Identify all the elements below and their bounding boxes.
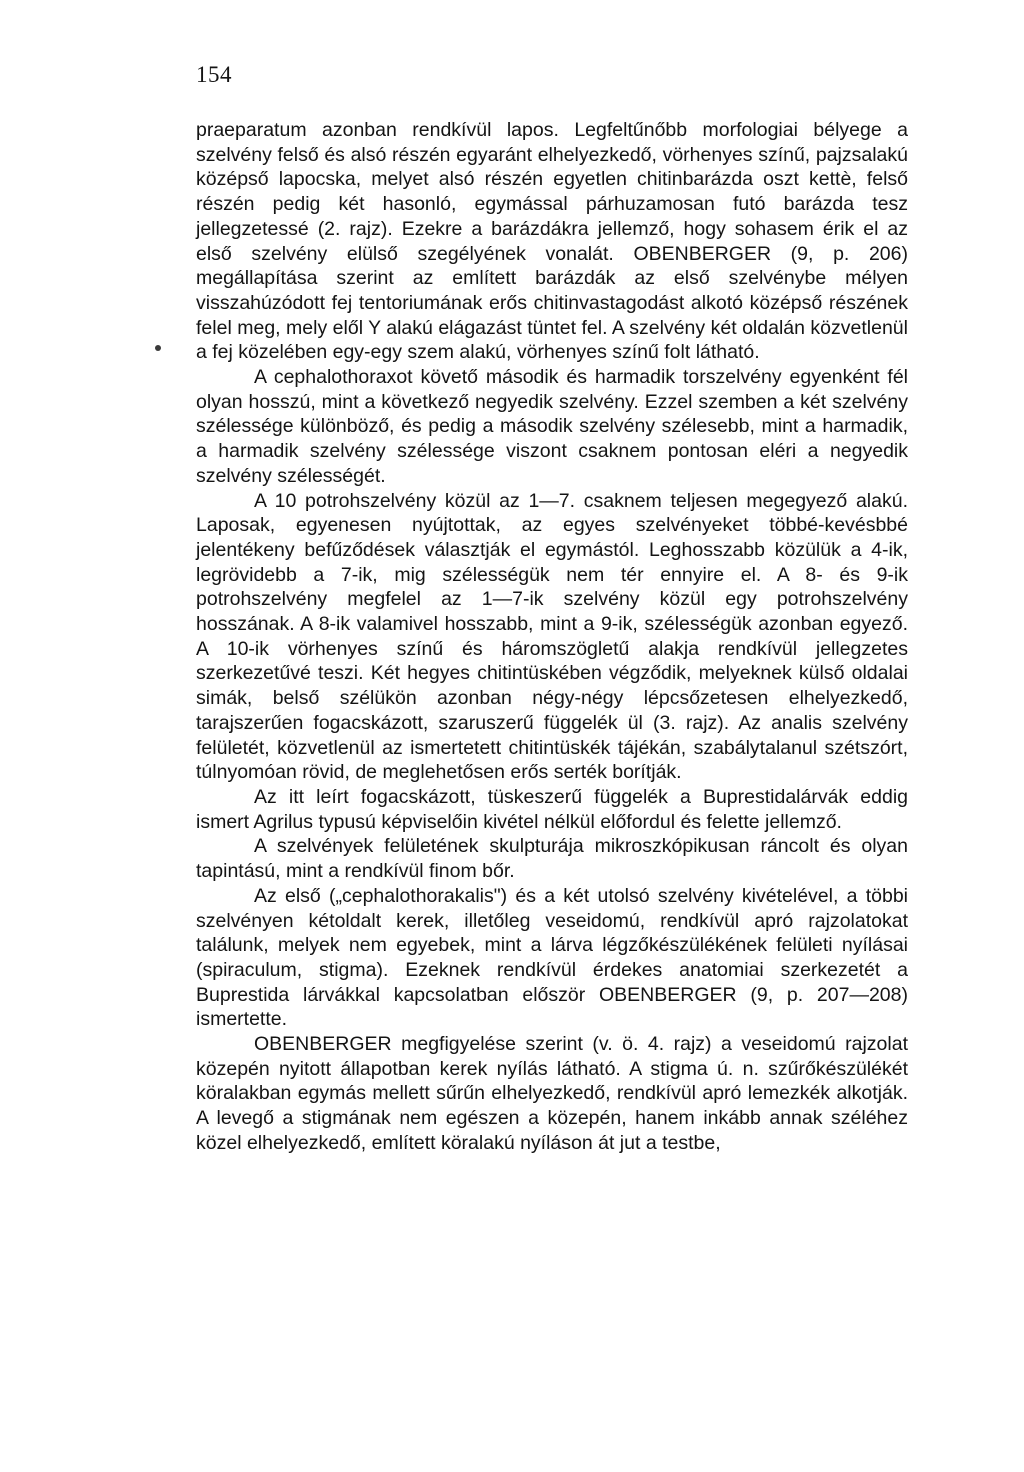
paragraph: praeparatum azonban rendkívül lapos. Legfeltűnőbb morfologiai bélyege a szelvény felső és alsó részén egyaránt elhelyezkedő, vörhenyes színű, pajzsalakú középső lapocska, melyet alsó részén egyetlen chitinbarázda oszt kettè, felső részén pedig két hasonló, egymással párhuzamosan futó barázda tesz jellegzetessé (2. rajz). Ezekre a barázdákra jellemző, hogy sohasem érik el az első szelvény elülső szegélyének vonalát. OBENBERGER (9, p. 206) megállapítása szerint az említett barázdák az első szelvénybe mélyen visszahúzódott fej tentoriumának erős chitinvastagodást alkotó középső részének felel meg, mely elől Y alakú elágazást tüntet fel. A szelvény két oldalán közvetlenül a fej közelében egy-egy szem alakú, vörhenyes színű folt látható. bbox=[196, 119, 908, 364]
paragraph: A szelvények felületének skulpturája mikroszkópikusan ráncolt és olyan tapintású, mint a rendkívül finom bőr. bbox=[196, 835, 908, 883]
page-number: 154 bbox=[196, 62, 232, 87]
scan-mark bbox=[155, 345, 161, 351]
paragraph: Az első („cephalothorakalis") és a két utolsó szelvény kivételével, a többi szelvényen kétoldalt kerek, illetőleg veseidomú, rendkívül apró rajzolatokat találunk, melyek nem egyebek, mint a lárva légzőkészülékének felületi nyílásai (spiraculum, stigma). Ezeknek rendkívül érdekes anatomiai szerkezetét a Buprestida lárvákkal kapcsolatban először OBENBERGER (9, p. 207—208) ismertette. bbox=[196, 884, 908, 1031]
paragraph: A 10 potrohszelvény közül az 1—7. csaknem teljesen megegyező alakú. Laposak, egyenesen nyújtottak, az egyes szelvényeket többé-kevésbbé jelentékeny befűződések választják el egymástól. Leghosszabb közülük a 4-ik, legrövidebb a 7-ik, mig szélességük nem tér ennyire el. A 8- és 9-ik potrohszelvény megfelel az 1—7-ik szelvény közül egy potrohszelvény hosszának. A 8-ik valamivel hosszabb, mint a 9-ik, szélességük azonban egyező. A 10-ik vörhenyes színű és háromszögletű alakja rendkívül jellegzetes szerkezetűvé teszi. Két hegyes chitintüskében végződik, melyeknek külső oldalai simák, belső szélükön azonban négy-négy lépcsőzetesen elhelyezkedő, tarajszerűen fogacskázott, szaruszerű függelék ül (3. rajz). Az analis szelvény felületét, közvetlenül az ismertetett chitintüskék tájékán, szabálytalanul szétszórt, túlnyomóan rövid, de meglehetősen erős serték borítják. bbox=[196, 489, 908, 784]
body-text bbox=[196, 118, 908, 1156]
paragraph: Az itt leírt fogacskázott, tüskeszerű függelék a Buprestidalárvák eddig ismert Agrilus typusú képviselőin kivétel nélkül előfordul és felette jellemző. bbox=[196, 785, 908, 833]
paragraph: A cephalothoraxot követő második és harmadik torszelvény egyenként fél olyan hosszú, mint a következő negyedik szelvény. Ezzel szemben a két szelvény szélessége különböző, és pedig a második szelvény szélesebb, mint a harmadik, a harmadik szelvény szélessége viszont csaknem pontosan eléri a negyedik szelvény szélességét. bbox=[196, 366, 908, 487]
paragraph: OBENBERGER megfigyelése szerint (v. ö. 4. rajz) a veseidomú rajzolat közepén nyitott állapotban kerek nyílás látható. A stigma ú. n. szűrőkészülékét köralakban egymás mellett sűrűn elhelyezkedő, rendkívül apró lemezkék alkotják. A levegő a stigmának nem egészen a közepén, hanem inkább annak széléhez közel elhelyezkedő, említett köralakú nyíláson át jut a testbe, bbox=[196, 1033, 908, 1154]
